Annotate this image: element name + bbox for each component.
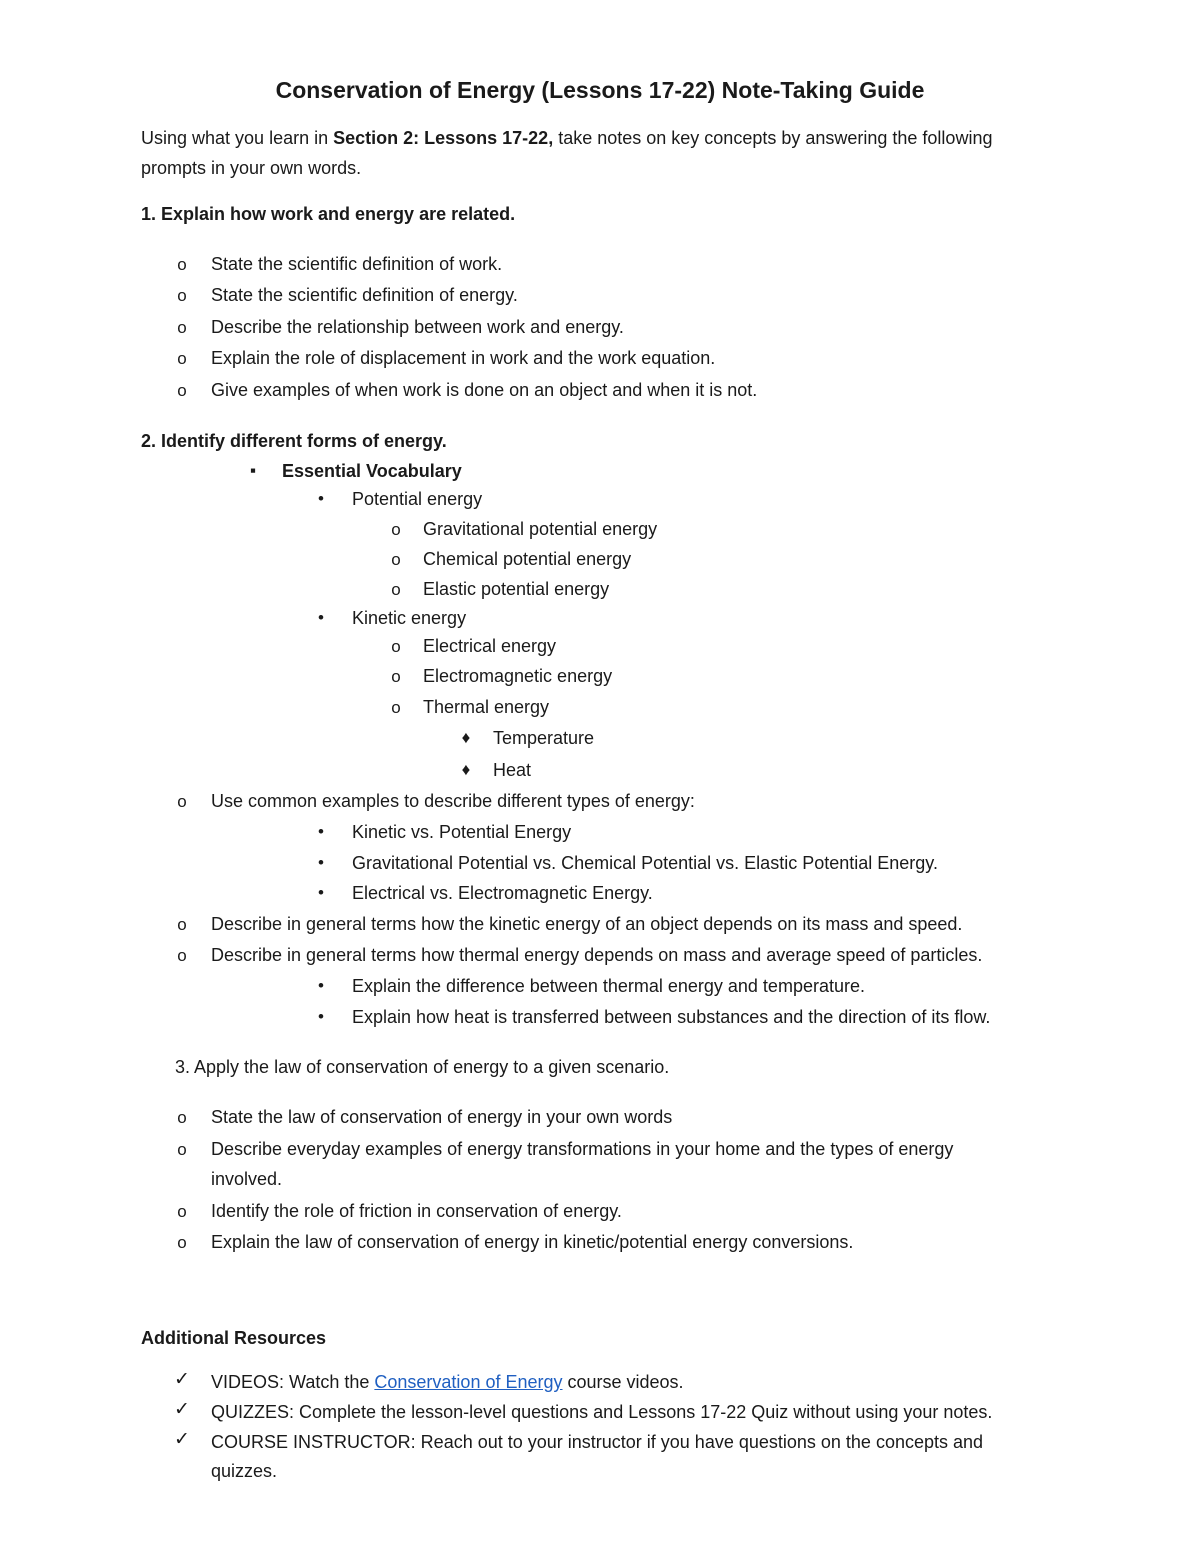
circle-bullet: o <box>177 915 187 934</box>
videos-text-cont: course videos. <box>562 1372 684 1392</box>
section3-heading: 3. Apply the law of conservation of energy to a given scenario. <box>175 1057 670 1077</box>
circle-bullet: o <box>177 1202 187 1221</box>
list-item: State the scientific definition of energy. <box>211 285 518 305</box>
dot-bullet: • <box>318 608 324 627</box>
circle-bullet: o <box>177 946 187 965</box>
circle-bullet: o <box>177 381 187 400</box>
dot-bullet: • <box>318 853 324 872</box>
dot-bullet: • <box>318 883 324 902</box>
list-item: Give examples of when work is done on an object and when it is not. <box>211 380 758 400</box>
dot-bullet: • <box>318 489 324 508</box>
list-item: Chemical potential energy <box>423 549 632 569</box>
list-item: Gravitational potential energy <box>423 519 658 539</box>
circle-bullet: o <box>177 1140 187 1159</box>
list-item: Describe in general terms how the kinetic energy of an object depends on its mass and speed. <box>211 914 963 934</box>
videos-text: VIDEOS: Watch the <box>211 1372 375 1392</box>
check-icon: ✓ <box>174 1429 190 1450</box>
circle-bullet: o <box>391 698 401 717</box>
list-item: Describe everyday examples of energy transformations in your home and the types of energy <box>211 1139 954 1159</box>
list-item: Electromagnetic energy <box>423 666 613 686</box>
page-title: Conservation of Energy (Lessons 17-22) Note-Taking Guide <box>275 77 925 103</box>
dot-bullet: • <box>318 976 324 995</box>
vocab-heading: Essential Vocabulary <box>282 461 462 481</box>
resources-heading: Additional Resources <box>141 1328 327 1348</box>
list-item: State the scientific definition of work. <box>211 254 503 274</box>
list-item: State the law of conservation of energy in your own words <box>211 1107 673 1127</box>
intro-line-2: prompts in your own words. <box>141 158 362 178</box>
vocab-potential: Potential energy <box>352 489 483 509</box>
diamond-bullet: ♦ <box>461 728 471 747</box>
list-item: Electrical energy <box>423 636 557 656</box>
list-item: Gravitational Potential vs. Chemical Potential vs. Elastic Potential Energy. <box>352 853 938 873</box>
circle-bullet: o <box>177 318 187 337</box>
circle-bullet: o <box>391 550 401 569</box>
circle-bullet: o <box>177 286 187 305</box>
list-item: Explain the difference between thermal energy and temperature. <box>352 976 865 996</box>
list-item: Elastic potential energy <box>423 579 610 599</box>
intro-line-1 <box>141 127 992 149</box>
circle-bullet: o <box>177 255 187 274</box>
list-item: Kinetic vs. Potential Energy <box>352 822 572 842</box>
list-item: Identify the role of friction in conservation of energy. <box>211 1201 622 1221</box>
circle-bullet: o <box>391 637 401 656</box>
resource-instructor-cont: quizzes. <box>211 1461 278 1481</box>
conservation-of-energy-link[interactable]: Conservation of Energy <box>374 1372 563 1392</box>
circle-bullet: o <box>391 667 401 686</box>
dot-bullet: • <box>318 1007 324 1026</box>
list-item-continuation: involved. <box>211 1169 283 1189</box>
list-item: Describe in general terms how thermal energy depends on mass and average speed of particles. <box>211 945 983 965</box>
square-bullet: ▪ <box>249 461 257 480</box>
vocab-kinetic: Kinetic energy <box>352 608 467 628</box>
dot-bullet: • <box>318 822 324 841</box>
intro-text: Using what you learn in <box>141 128 334 148</box>
circle-bullet: o <box>391 580 401 599</box>
circle-bullet: o <box>177 1233 187 1252</box>
circle-bullet: o <box>177 349 187 368</box>
resource-instructor: COURSE INSTRUCTOR: Reach out to your instructor if you have questions on the concepts and <box>211 1432 984 1452</box>
list-item: Describe the relationship between work and energy. <box>211 317 624 337</box>
list-item: Explain the role of displacement in work and the work equation. <box>211 348 716 368</box>
section2-heading: 2. Identify different forms of energy. <box>141 431 447 451</box>
list-item: Explain how heat is transferred between substances and the direction of its flow. <box>352 1007 991 1027</box>
list-item: Explain the law of conservation of energy in kinetic/potential energy conversions. <box>211 1232 854 1252</box>
check-icon: ✓ <box>174 1399 190 1420</box>
list-item: Temperature <box>493 728 595 748</box>
resource-videos <box>211 1371 684 1393</box>
list-item: Heat <box>493 760 532 780</box>
circle-bullet: o <box>391 520 401 539</box>
intro-text-cont: take notes on key concepts by answering the following <box>553 128 993 148</box>
diamond-bullet: ♦ <box>461 760 471 779</box>
list-item: Electrical vs. Electromagnetic Energy. <box>352 883 653 903</box>
check-icon: ✓ <box>174 1369 190 1390</box>
resource-quizzes: QUIZZES: Complete the lesson-level questions and Lessons 17-22 Quiz without using your notes. <box>211 1402 993 1422</box>
intro-bold: Section 2: Lessons 17-22, <box>333 128 554 148</box>
list-item: Thermal energy <box>423 697 550 717</box>
circle-bullet: o <box>177 1108 187 1127</box>
circle-bullet: o <box>177 792 187 811</box>
list-item: Use common examples to describe different types of energy: <box>211 791 695 811</box>
section1-heading: 1. Explain how work and energy are related. <box>141 204 516 224</box>
